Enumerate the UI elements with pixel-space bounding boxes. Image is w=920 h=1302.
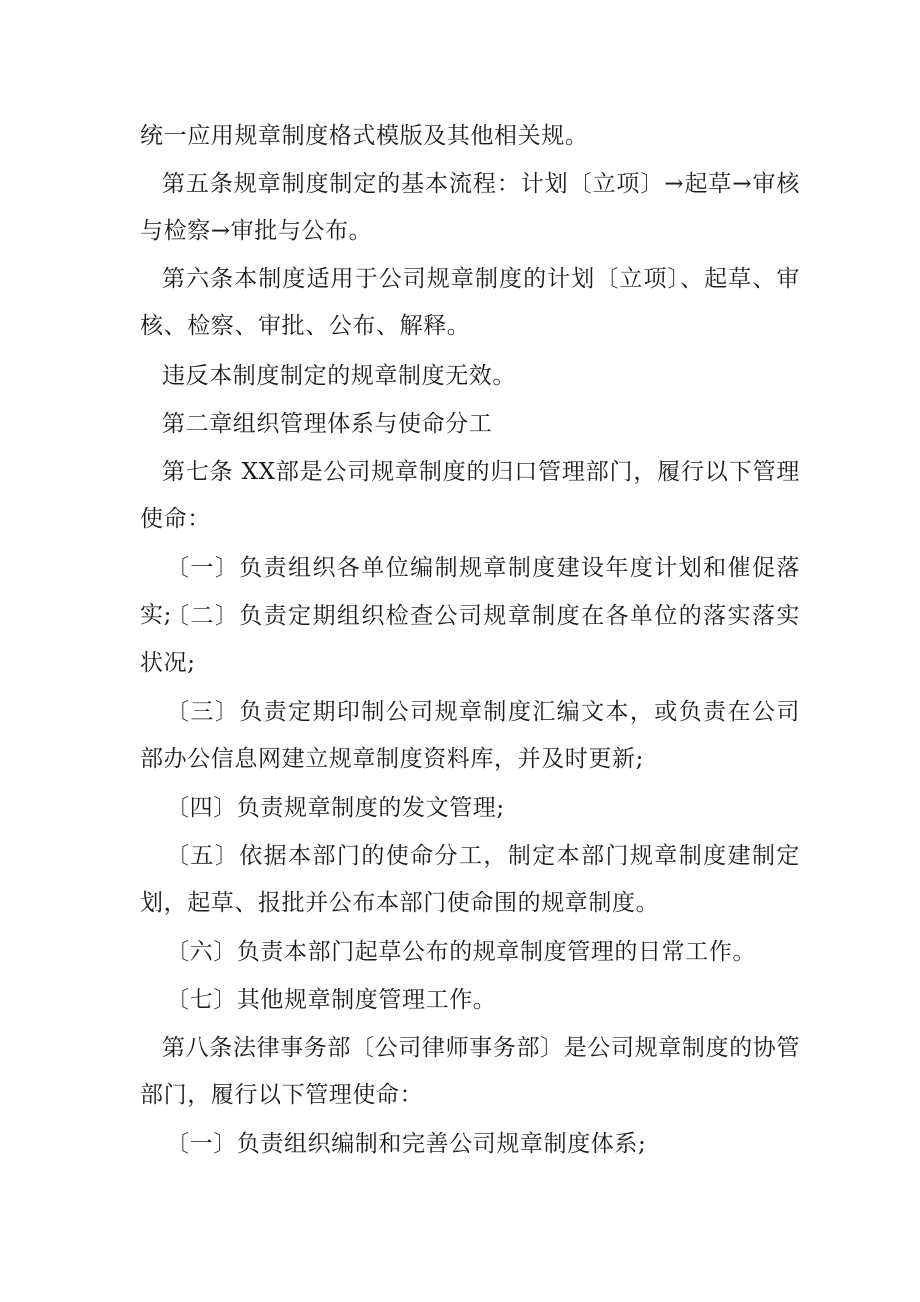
article-6: 第六条本制度适用于公司规章制度的计划〔立项〕、起草、审核、检察、审批、公布、解释。 (140, 266, 800, 339)
article-7-item-3: 〔三〕负责定期印制公司规章制度汇编文本，或负责在公司部办公信息网建立规章制度资料库，并及时更新; (140, 699, 800, 772)
article-7-item-6: 〔六〕负责本部门起草公布的规章制度管理的日常工作。 (166, 939, 756, 965)
article-7-item-2: 〔二〕负责定期组织检查公司规章制度在各单位的落实落实状况; (140, 603, 800, 676)
article-8: 第八条法律事务部〔公司律师事务部〕是公司规章制度的协管部门，履行以下管理使命： (140, 1035, 800, 1108)
article-8-item-1: 〔一〕负责组织编制和完善公司规章制度体系; (166, 1131, 647, 1157)
paragraph-continuation: 统一应用规章制度格式模版及其他相关规。 (140, 123, 589, 149)
chapter-2-heading: 第二章组织管理体系与使命分工 (162, 411, 493, 437)
invalid-clause: 违反本制度制定的规章制度无效。 (162, 363, 516, 389)
article-7-item-7: 〔七〕其他规章制度管理工作。 (166, 987, 497, 1013)
article-7: 第七条 XX部是公司规章制度的归口管理部门，履行以下管理使命： (140, 459, 800, 532)
article-7-item-1: 〔一〕负责组织各单位编制规章制度建设年度计划和催促落实; (140, 555, 800, 628)
article-7-item-4: 〔四〕负责规章制度的发文管理; (166, 795, 505, 821)
article-5: 第五条规章制度制定的基本流程：计划〔立项〕→起草→审核与检察→审批与公布。 (140, 171, 800, 244)
article-7-item-5: 〔五〕依据本部门的使命分工，制定本部门规章制度建制定划，起草、报批并公布本部门使命围的规章制度。 (140, 843, 800, 916)
